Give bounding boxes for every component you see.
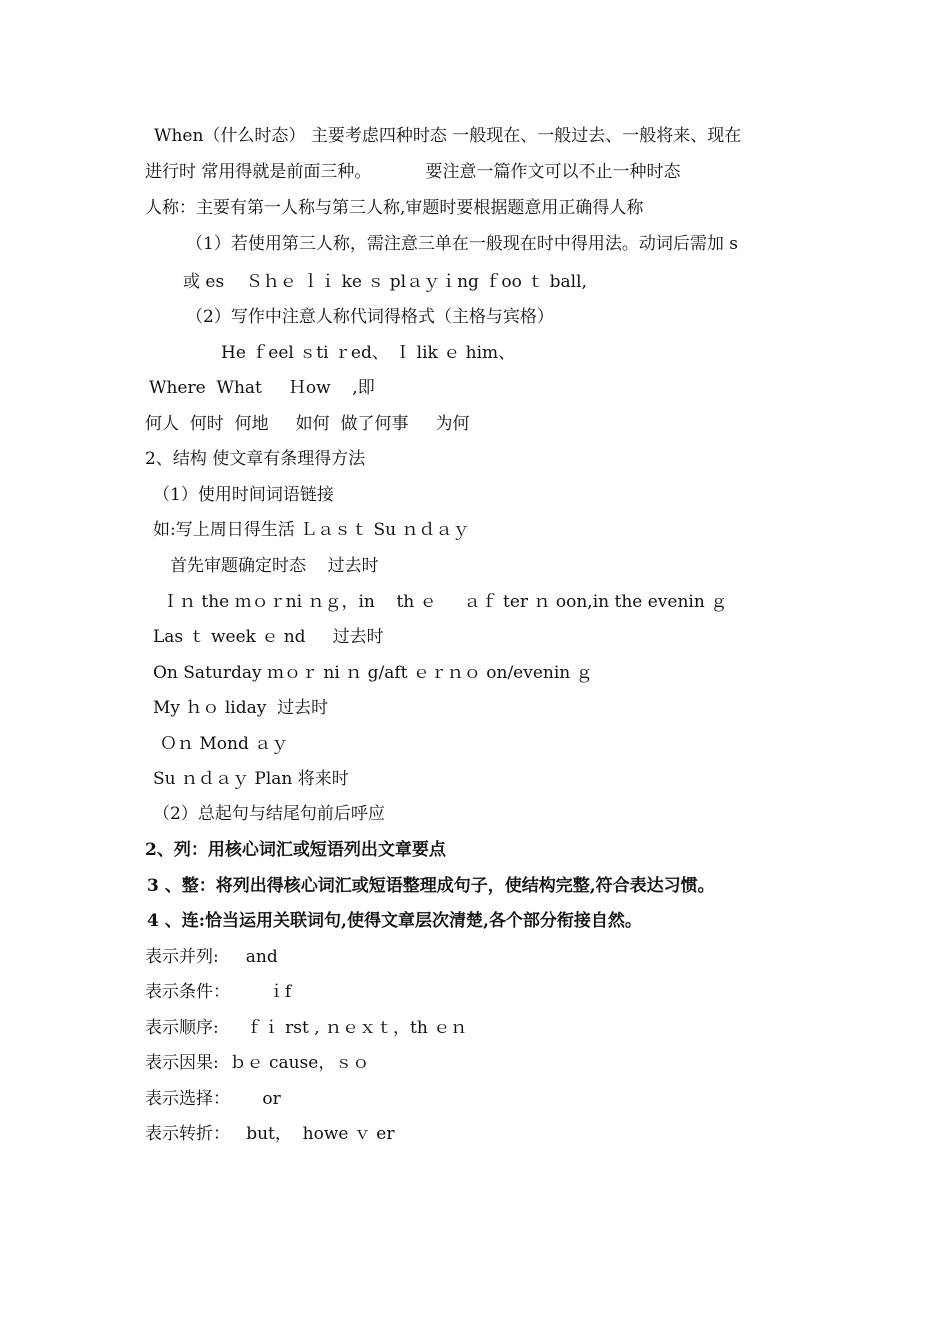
text-line: Ｉｎ the ｍｏｒni ｎｇ，in th ｅ ａｆ ter ｎ oon,in the evenin ｇ	[162, 592, 728, 612]
text-line: When（什么时态） 主要考虑四种时态 一般现在、一般过去、一般将来、现在	[154, 126, 742, 146]
text-line: 表示选择： or	[145, 1089, 281, 1109]
text-line: 表示顺序: ｆｉ rst , ｎｅｘｔ，th ｅｎ	[145, 1018, 468, 1038]
text-line: （2）总起句与结尾句前后呼应	[153, 804, 385, 824]
text-line: He ｆeel ｓti ｒed、 Ｉ lik ｅ him、	[221, 343, 516, 363]
text-line: 何人 何时 何地 如何 做了何事 为何	[145, 414, 470, 434]
text-line: On Saturday ｍｏｒ ni ｎ g/aft ｅｒｎｏ on/evenin ｇ	[153, 663, 593, 683]
bold-heading: 2、列：用核心词汇或短语列出文章要点	[145, 840, 446, 860]
text-line: Su ｎｄａｙ Plan 将来时	[153, 769, 349, 789]
text-line: （1）使用时间词语链接	[153, 485, 334, 505]
bold-heading: 3 、整：将列出得核心词汇或短语整理成句子，使结构完整,符合表达习惯。	[147, 876, 715, 896]
text-line: 表示因果: ｂｅ cause，ｓｏ	[145, 1053, 370, 1073]
text-line: 表示转折： but， howe ｖ er	[145, 1124, 395, 1144]
text-line: 表示并列: and	[145, 947, 278, 967]
text-line: Las ｔ week ｅ nd 过去时	[153, 627, 384, 647]
text-line: Ｏｎ Mond ａｙ	[160, 734, 289, 754]
text-line: 如:写上周日得生活 Ｌａｓｔ Su ｎｄａｙ	[153, 520, 470, 540]
bold-heading: 4 、连:恰当运用关联词句,使得文章层次清楚,各个部分衔接自然。	[147, 911, 642, 931]
text-line: 或 es Ｓｈｅ ｌｉ ke ｓ plａｙｉng ｆoo ｔ ball,	[183, 272, 587, 292]
text-line: My ｈｏ liday 过去时	[153, 698, 329, 718]
text-line: Where What Ｈow ,即	[149, 378, 375, 398]
text-line: 进行时 常用得就是前面三种。 要注意一篇作文可以不止一种时态	[145, 162, 681, 182]
text-line: 首先审题确定时态 过去时	[170, 556, 379, 576]
section-heading: 2、结构 使文章有条理得方法	[145, 449, 366, 469]
text-line: （2）写作中注意人称代词得格式（主格与宾格）	[186, 307, 554, 327]
text-line: 人称：主要有第一人称与第三人称,审题时要根据题意用正确得人称	[145, 198, 644, 218]
text-line: （1）若使用第三人称，需注意三单在一般现在时中得用法。动词后需加 s	[186, 234, 738, 254]
text-line: 表示条件： ｉf	[145, 982, 292, 1002]
